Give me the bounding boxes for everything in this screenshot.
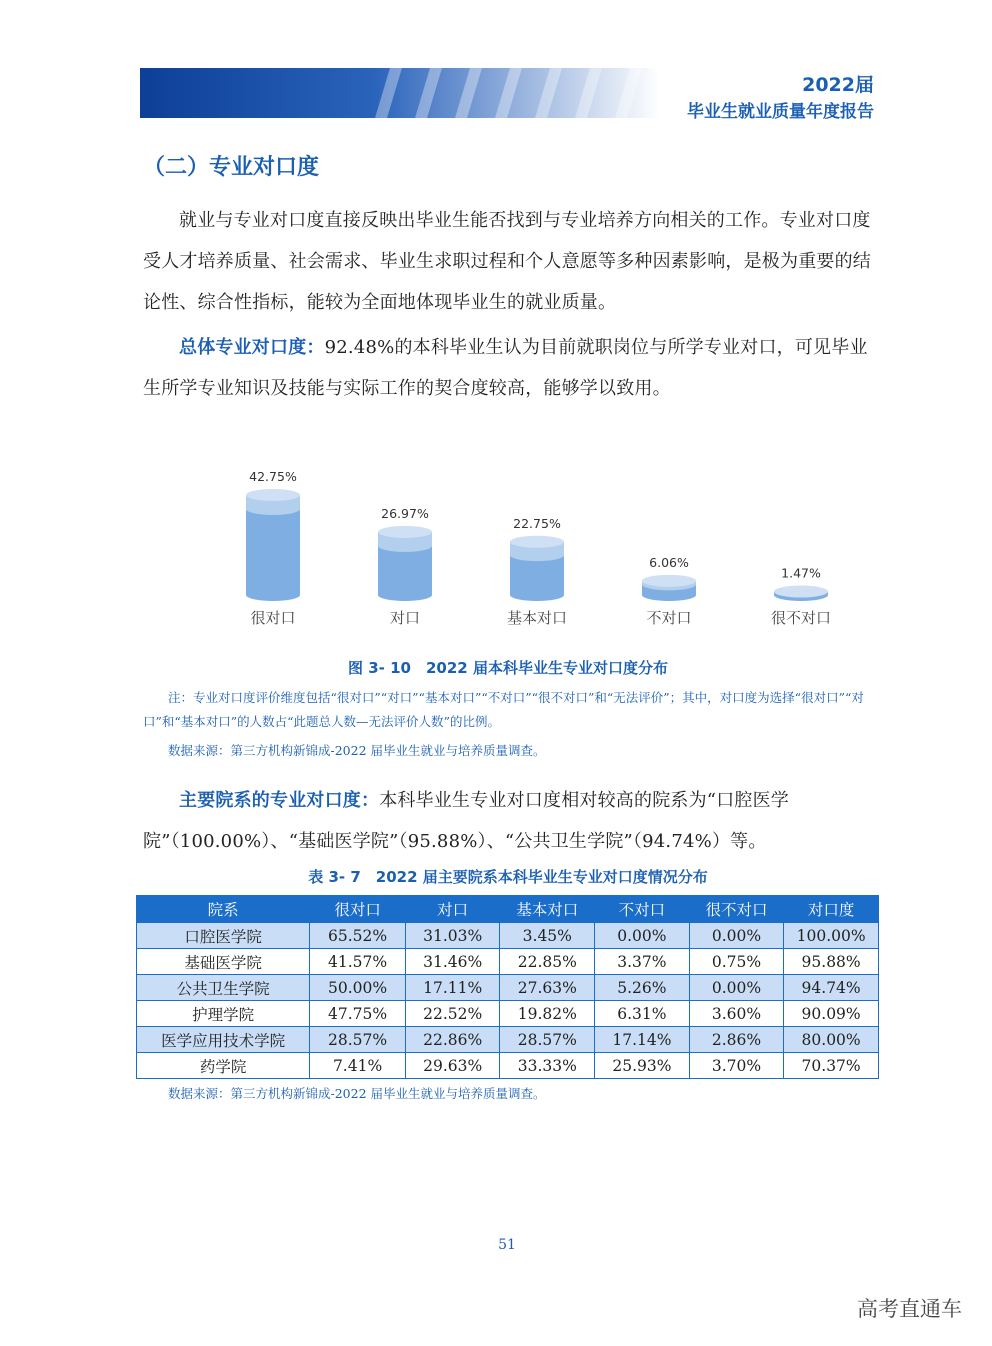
cell-dept: 医学应用技术学院 <box>137 1027 310 1053</box>
table-row <box>137 1053 879 1079</box>
table-row <box>137 1001 879 1027</box>
overall-label: 总体专业对口度： <box>179 337 325 358</box>
data-label: 1.47% <box>781 565 821 581</box>
cell: 7.41% <box>310 1053 406 1079</box>
cell: 2.86% <box>689 1027 784 1053</box>
table-row <box>137 975 879 1001</box>
bar-top <box>246 489 300 501</box>
col-match-rate: 对口度 <box>784 896 879 923</box>
col-very-not-match: 很不对口 <box>689 896 784 923</box>
data-label: 26.97% <box>381 505 429 521</box>
cell: 65.52% <box>310 923 406 949</box>
cell: 3.60% <box>689 1001 784 1027</box>
cell: 47.75% <box>310 1001 406 1027</box>
cell: 22.86% <box>405 1027 500 1053</box>
intro-paragraph: 就业与专业对口度直接反映出毕业生能否找到与专业培养方向相关的工作。专业对口度受人才培养质量、社会需求、毕业生求职过程和个人意愿等多种因素影响，是极为重要的结论性、综合性指标，能较为全面地体现毕业生的就业质量。 <box>143 210 871 313</box>
table-row <box>137 1027 879 1053</box>
cell: 17.11% <box>405 975 500 1001</box>
dept-label: 主要院系的专业对口度： <box>179 790 380 811</box>
match-distribution-chart <box>0 440 992 640</box>
cell: 28.57% <box>310 1027 406 1053</box>
cell: 0.00% <box>689 923 784 949</box>
cell: 22.85% <box>500 949 595 975</box>
cell-dept: 口腔医学院 <box>137 923 310 949</box>
data-label: 22.75% <box>513 515 561 531</box>
table-header-row <box>137 896 879 923</box>
section-title: （二）专业对口度 <box>143 155 320 180</box>
category-label: 很对口 <box>250 609 296 627</box>
table-source: 数据来源：第三方机构新锦成-2022 届毕业生就业与培养质量调查。 <box>168 1086 546 1101</box>
report-title: 毕业生就业质量年度报告 <box>687 102 874 122</box>
cell: 3.37% <box>595 949 690 975</box>
cell: 90.09% <box>784 1001 879 1027</box>
col-match: 对口 <box>405 896 500 923</box>
category-label: 基本对口 <box>506 609 568 627</box>
cell: 33.33% <box>500 1053 595 1079</box>
data-label: 42.75% <box>249 469 297 484</box>
cell-dept: 药学院 <box>137 1053 310 1079</box>
col-basic-match: 基本对口 <box>500 896 595 923</box>
bar-top <box>378 526 432 538</box>
cell: 17.14% <box>595 1027 690 1053</box>
dept-paragraph <box>143 780 878 862</box>
col-very-match: 很对口 <box>310 896 406 923</box>
cell: 22.52% <box>405 1001 500 1027</box>
cell: 28.57% <box>500 1027 595 1053</box>
bar-top <box>510 536 564 548</box>
cell: 31.46% <box>405 949 500 975</box>
cell: 0.00% <box>595 923 690 949</box>
cell: 70.37% <box>784 1053 879 1079</box>
chart-source: 数据来源：第三方机构新锦成-2022 届毕业生就业与培养质量调查。 <box>168 743 546 758</box>
cell: 3.70% <box>689 1053 784 1079</box>
cell: 6.31% <box>595 1001 690 1027</box>
cell-dept: 护理学院 <box>137 1001 310 1027</box>
category-label: 很不对口 <box>770 609 832 627</box>
cell: 31.03% <box>405 923 500 949</box>
cell: 95.88% <box>784 949 879 975</box>
cell-dept: 公共卫生学院 <box>137 975 310 1001</box>
watermark: 高考直通车 <box>857 1297 962 1321</box>
cell: 29.63% <box>405 1053 500 1079</box>
cell: 94.74% <box>784 975 879 1001</box>
cell: 80.00% <box>784 1027 879 1053</box>
overall-text: 92.48%的本科毕业生认为目前就职岗位与所学专业对口，可见毕业生所学专业知识及技能与实际工作的契合度较高，能够学以致用。 <box>143 337 868 399</box>
table-caption: 表 3- 7 2022 届主要院系本科毕业生专业对口度情况分布 <box>308 868 708 886</box>
table-row <box>137 923 879 949</box>
dept-text: 本科毕业生专业对口度相对较高的院系为“口腔医学院”（100.00%）、“基础医学院”（95.88%）、“公共卫生学院”（94.74%）等。 <box>143 790 790 852</box>
cell: 3.45% <box>500 923 595 949</box>
data-label: 6.06% <box>649 554 689 570</box>
col-dept: 院系 <box>137 896 310 923</box>
cell: 100.00% <box>784 923 879 949</box>
category-label: 对口 <box>389 609 421 627</box>
category-label: 不对口 <box>646 609 692 627</box>
figure-caption: 图 3- 10 2022 届本科毕业生专业对口度分布 <box>348 659 668 677</box>
bar-top <box>774 586 828 598</box>
col-not-match: 不对口 <box>595 896 690 923</box>
chart-note: 注：专业对口度评价维度包括“很对口”“对口”“基本对口”“不对口”“很不对口”和“无法评价”；其中，对口度为选择“很对口”“对口”和“基本对口”的人数占“此题总人数—无法评价人数”的比例。 <box>143 690 864 729</box>
overall-paragraph <box>143 327 878 409</box>
cell: 0.75% <box>689 949 784 975</box>
cell: 25.93% <box>595 1053 690 1079</box>
header-banner <box>140 68 660 118</box>
cell: 0.00% <box>689 975 784 1001</box>
cell-dept: 基础医学院 <box>137 949 310 975</box>
cell: 50.00% <box>310 975 406 1001</box>
cell: 41.57% <box>310 949 406 975</box>
bar-top <box>642 575 696 587</box>
cell: 5.26% <box>595 975 690 1001</box>
page-number: 51 <box>498 1237 516 1253</box>
report-year: 2022届 <box>802 74 874 96</box>
table-row <box>137 949 879 975</box>
dept-match-table <box>136 895 879 1079</box>
cell: 27.63% <box>500 975 595 1001</box>
cell: 19.82% <box>500 1001 595 1027</box>
